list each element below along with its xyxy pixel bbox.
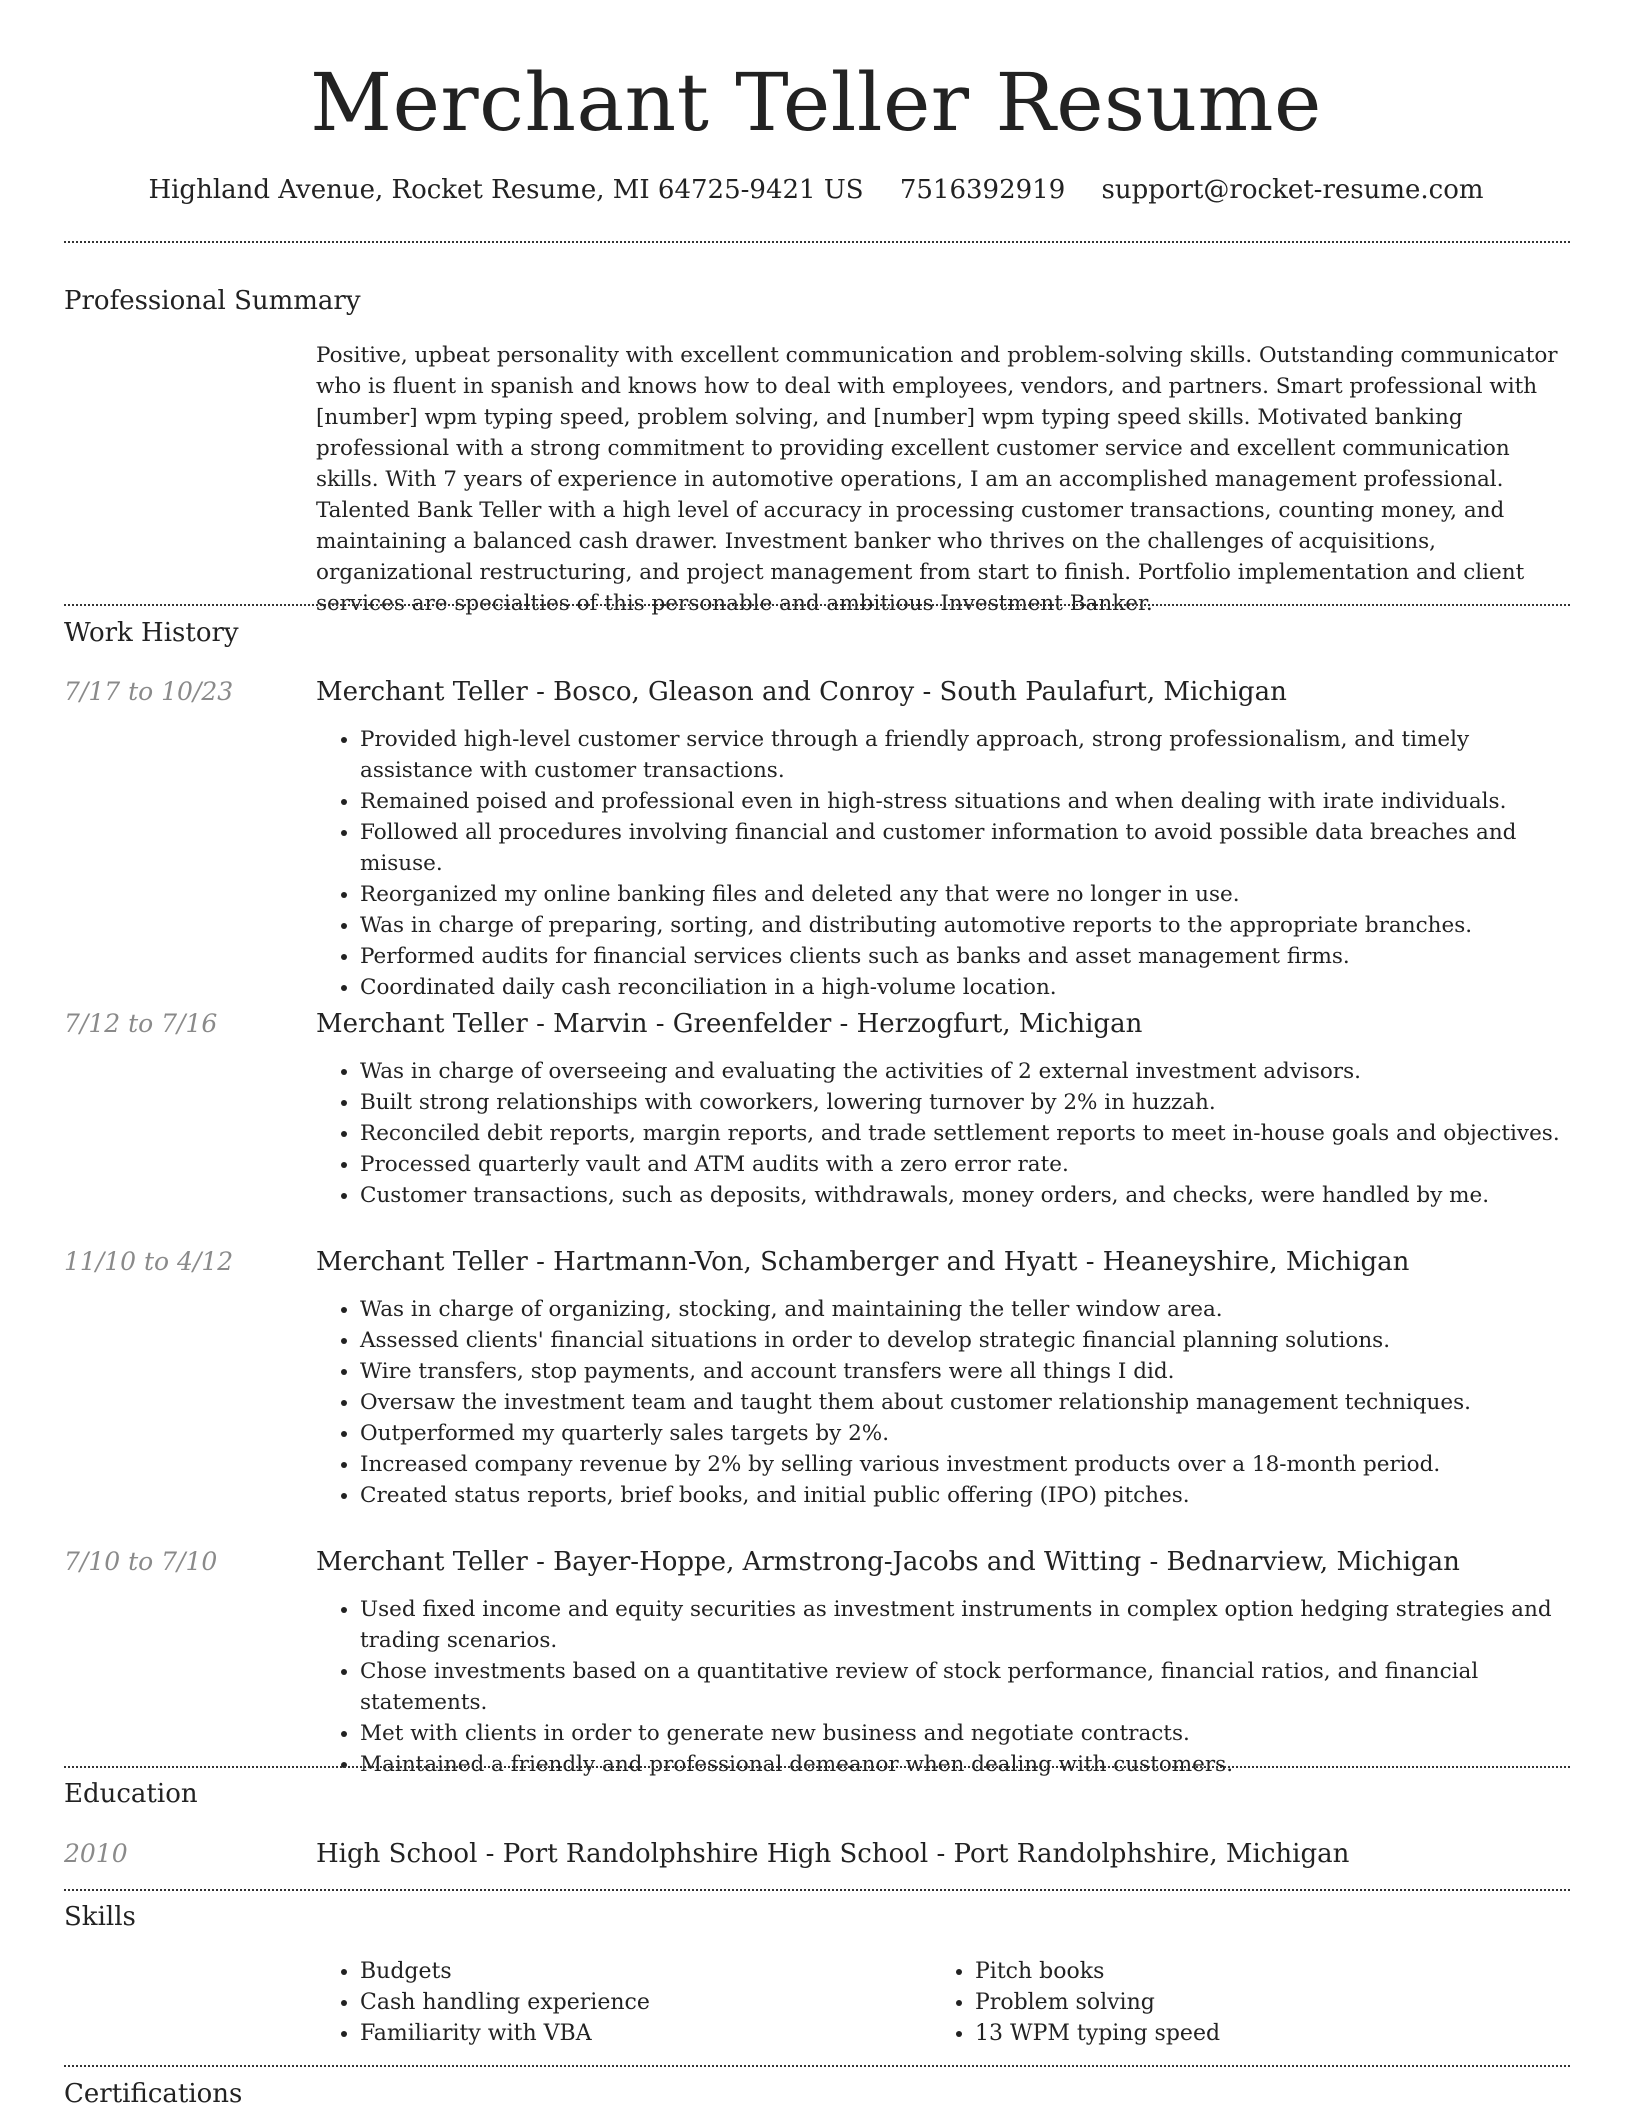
skills-list-right <box>931 1956 1531 2049</box>
job-bullet: • Chose investments based on a quantitative review of stock performance, financial ratios, and financial statements. <box>360 1656 1570 1718</box>
job-bullet: • Met with clients in order to generate new business and negotiate contracts. <box>360 1718 1570 1749</box>
skill-item: • 13 WPM typing speed <box>975 2018 1531 2049</box>
address: Highland Avenue, Rocket Resume, MI 64725-9421 US <box>148 175 864 205</box>
contact-line <box>0 170 1632 210</box>
job-dates: 7/17 to 10/23 <box>64 677 234 706</box>
job-bullets <box>316 724 1570 1003</box>
divider <box>64 1889 1570 1891</box>
job-bullet: • Oversaw the investment team and taught them about customer relationship management techniques. <box>360 1387 1570 1418</box>
job-bullet: • Assessed clients' financial situations in order to develop strategic financial planning solutions. <box>360 1325 1570 1356</box>
job-bullet: • Increased company revenue by 2% by selling various investment products over a 18-month period. <box>360 1449 1570 1480</box>
job-dates: 11/10 to 4/12 <box>64 1247 234 1276</box>
section-title-skills: Skills <box>64 1902 136 1932</box>
job-bullet: • Processed quarterly vault and ATM audits with a zero error rate. <box>360 1149 1570 1180</box>
job-heading: Merchant Teller - Hartmann-Von, Schamberger and Hyatt - Heaneyshire, Michigan <box>316 1247 1410 1277</box>
section-title-certifications: Certifications <box>64 2079 243 2109</box>
education-year: 2010 <box>64 1839 128 1868</box>
job-bullet: • Reconciled debit reports, margin reports, and trade settlement reports to meet in-house goals and objectives. <box>360 1118 1570 1149</box>
section-title-summary: Professional Summary <box>64 286 361 316</box>
job-bullet: • Customer transactions, such as deposits, withdrawals, money orders, and checks, were handled by me. <box>360 1180 1570 1211</box>
job-bullet: • Remained poised and professional even in high-stress situations and when dealing with irate individuals. <box>360 786 1570 817</box>
job-heading: Merchant Teller - Bayer-Hoppe, Armstrong-Jacobs and Witting - Bednarview, Michigan <box>316 1547 1460 1577</box>
job-bullet: • Followed all procedures involving financial and customer information to avoid possible data breaches and misuse. <box>360 817 1570 879</box>
job-bullet: • Performed audits for financial services clients such as banks and asset management firms. <box>360 941 1570 972</box>
section-title-education: Education <box>64 1779 198 1809</box>
job-bullet: • Was in charge of organizing, stocking, and maintaining the teller window area. <box>360 1294 1570 1325</box>
job-dates: 7/12 to 7/16 <box>64 1009 218 1038</box>
job-heading: Merchant Teller - Bosco, Gleason and Conroy - South Paulafurt, Michigan <box>316 677 1287 707</box>
resume-title: Merchant Teller Resume <box>310 56 1322 149</box>
skill-item: • Budgets <box>360 1956 916 1987</box>
phone: 7516392919 <box>899 175 1066 205</box>
job-bullet: • Created status reports, brief books, and initial public offering (IPO) pitches. <box>360 1480 1570 1511</box>
skill-item: • Problem solving <box>975 1987 1531 2018</box>
job-bullets <box>316 1056 1570 1211</box>
skill-item: • Familiarity with VBA <box>360 2018 916 2049</box>
divider <box>64 1766 1570 1768</box>
education-heading: High School - Port Randolphshire High School - Port Randolphshire, Michigan <box>316 1839 1350 1869</box>
job-bullet: • Coordinated daily cash reconciliation in a high-volume location. <box>360 972 1570 1003</box>
job-bullet: • Maintained a friendly and professional demeanor when dealing with customers. <box>360 1749 1570 1780</box>
job-bullets <box>316 1594 1570 1780</box>
job-bullet: • Was in charge of overseeing and evaluating the activities of 2 external investment advisors. <box>360 1056 1570 1087</box>
skills-list-left <box>316 1956 916 2049</box>
summary-text: Positive, upbeat personality with excellent communication and problem-solving skills. Outstanding communicator who is fluent in spanish and knows how to deal with employees, vendors, and partners. Smart professional with [number] wpm typing speed, problem solving, and [number] wpm typing speed skills. Motivated banking professional with a strong commitment to providing excellent customer service and excellent communication skills. With 7 years of experience in automotive operations, I am an accomplished management professional. Talented Bank Teller with a high level of accuracy in processing customer transactions, counting money, and maintaining a balanced cash drawer. Investment banker who thrives on the challenges of acquisitions, organizational restructuring, and project management from start to finish. Portfolio implementation and client services are specialties of this personable and ambitious Investment Banker. <box>316 343 1558 616</box>
section-title-work-history: Work History <box>64 618 239 648</box>
job-bullet: • Was in charge of preparing, sorting, and distributing automotive reports to the appropriate branches. <box>360 910 1570 941</box>
job-heading: Merchant Teller - Marvin - Greenfelder - Herzogfurt, Michigan <box>316 1009 1143 1039</box>
job-bullet: • Used fixed income and equity securities as investment instruments in complex option hedging strategies and trading scenarios. <box>360 1594 1570 1656</box>
job-bullet: • Wire transfers, stop payments, and account transfers were all things I did. <box>360 1356 1570 1387</box>
email: support@rocket-resume.com <box>1101 175 1484 205</box>
divider <box>64 241 1570 243</box>
job-dates: 7/10 to 7/10 <box>64 1547 218 1576</box>
job-bullet: • Built strong relationships with coworkers, lowering turnover by 2% in huzzah. <box>360 1087 1570 1118</box>
skill-item: • Pitch books <box>975 1956 1531 1987</box>
skill-item: • Cash handling experience <box>360 1987 916 2018</box>
job-bullet: • Outperformed my quarterly sales targets by 2%. <box>360 1418 1570 1449</box>
job-bullet: • Provided high-level customer service through a friendly approach, strong professionalism, and timely assistance with customer transactions. <box>360 724 1570 786</box>
job-bullets <box>316 1294 1570 1511</box>
job-bullet: • Reorganized my online banking files and deleted any that were no longer in use. <box>360 879 1570 910</box>
divider <box>64 604 1570 606</box>
divider <box>64 2065 1570 2067</box>
